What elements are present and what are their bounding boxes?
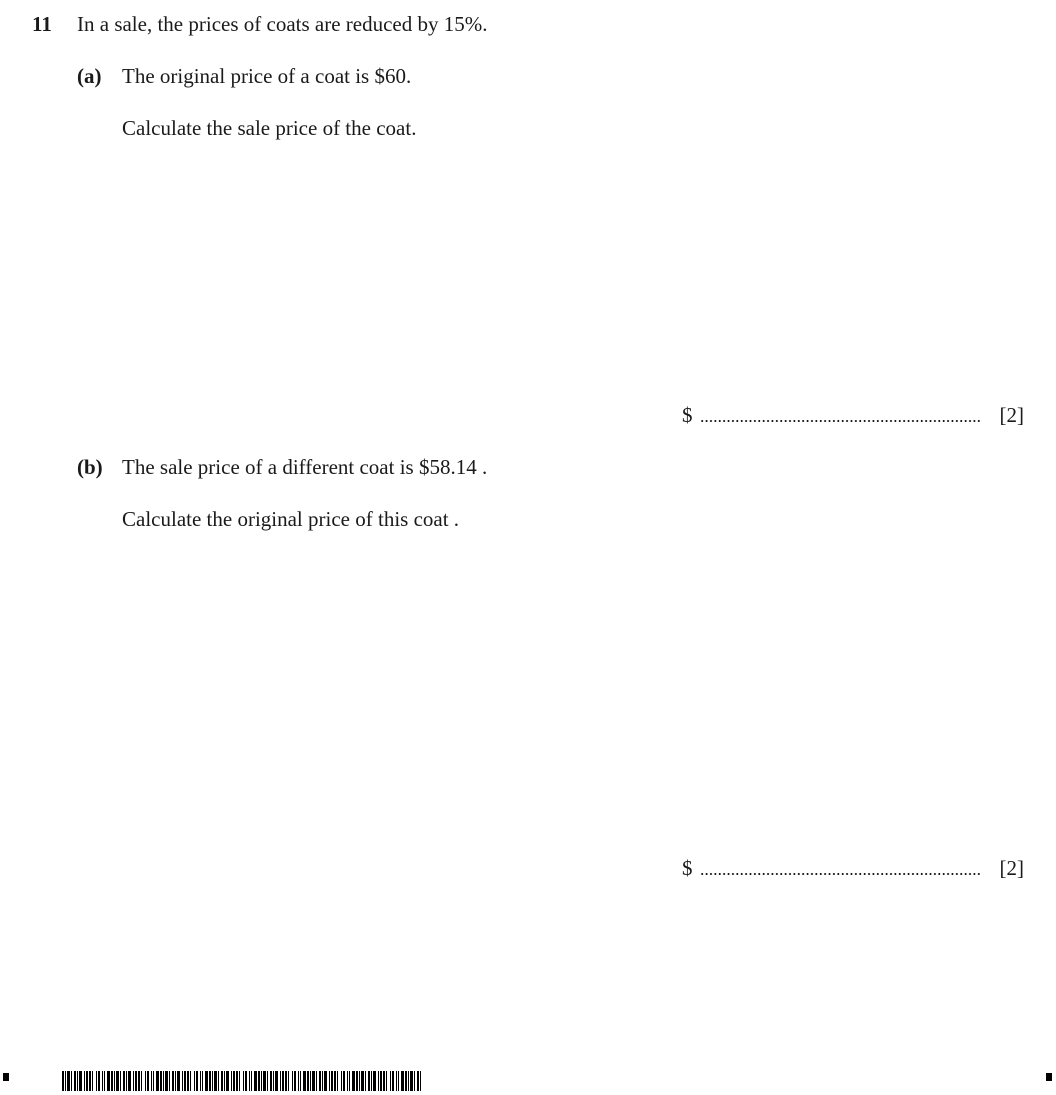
part-b-answer-line	[682, 855, 1024, 881]
part-a-instruction: Calculate the sale price of the coat.	[122, 116, 417, 140]
part-b-statement: The sale price of a different coat is $58.14 .	[122, 455, 488, 479]
part-a-label: (a)	[77, 64, 102, 88]
part-a-marks: [2]	[999, 403, 1024, 427]
part-a-answer-line	[682, 402, 1024, 428]
part-a-answer-field[interactable]	[700, 420, 982, 422]
part-a-statement: The original price of a coat is $60.	[122, 64, 412, 88]
registration-mark-left	[3, 1073, 9, 1081]
part-b-label: (b)	[77, 455, 103, 479]
part-a-currency-symbol: $	[682, 403, 693, 427]
barcode-icon	[62, 1071, 424, 1091]
question-number: 11	[32, 12, 52, 36]
question-stem: In a sale, the prices of coats are reduced by 15%.	[77, 12, 488, 36]
registration-mark-right	[1046, 1073, 1052, 1081]
part-b-currency-symbol: $	[682, 856, 693, 880]
part-b-marks: [2]	[999, 856, 1024, 880]
part-b-answer-field[interactable]	[700, 873, 982, 875]
part-b-instruction: Calculate the original price of this coat .	[122, 507, 460, 531]
